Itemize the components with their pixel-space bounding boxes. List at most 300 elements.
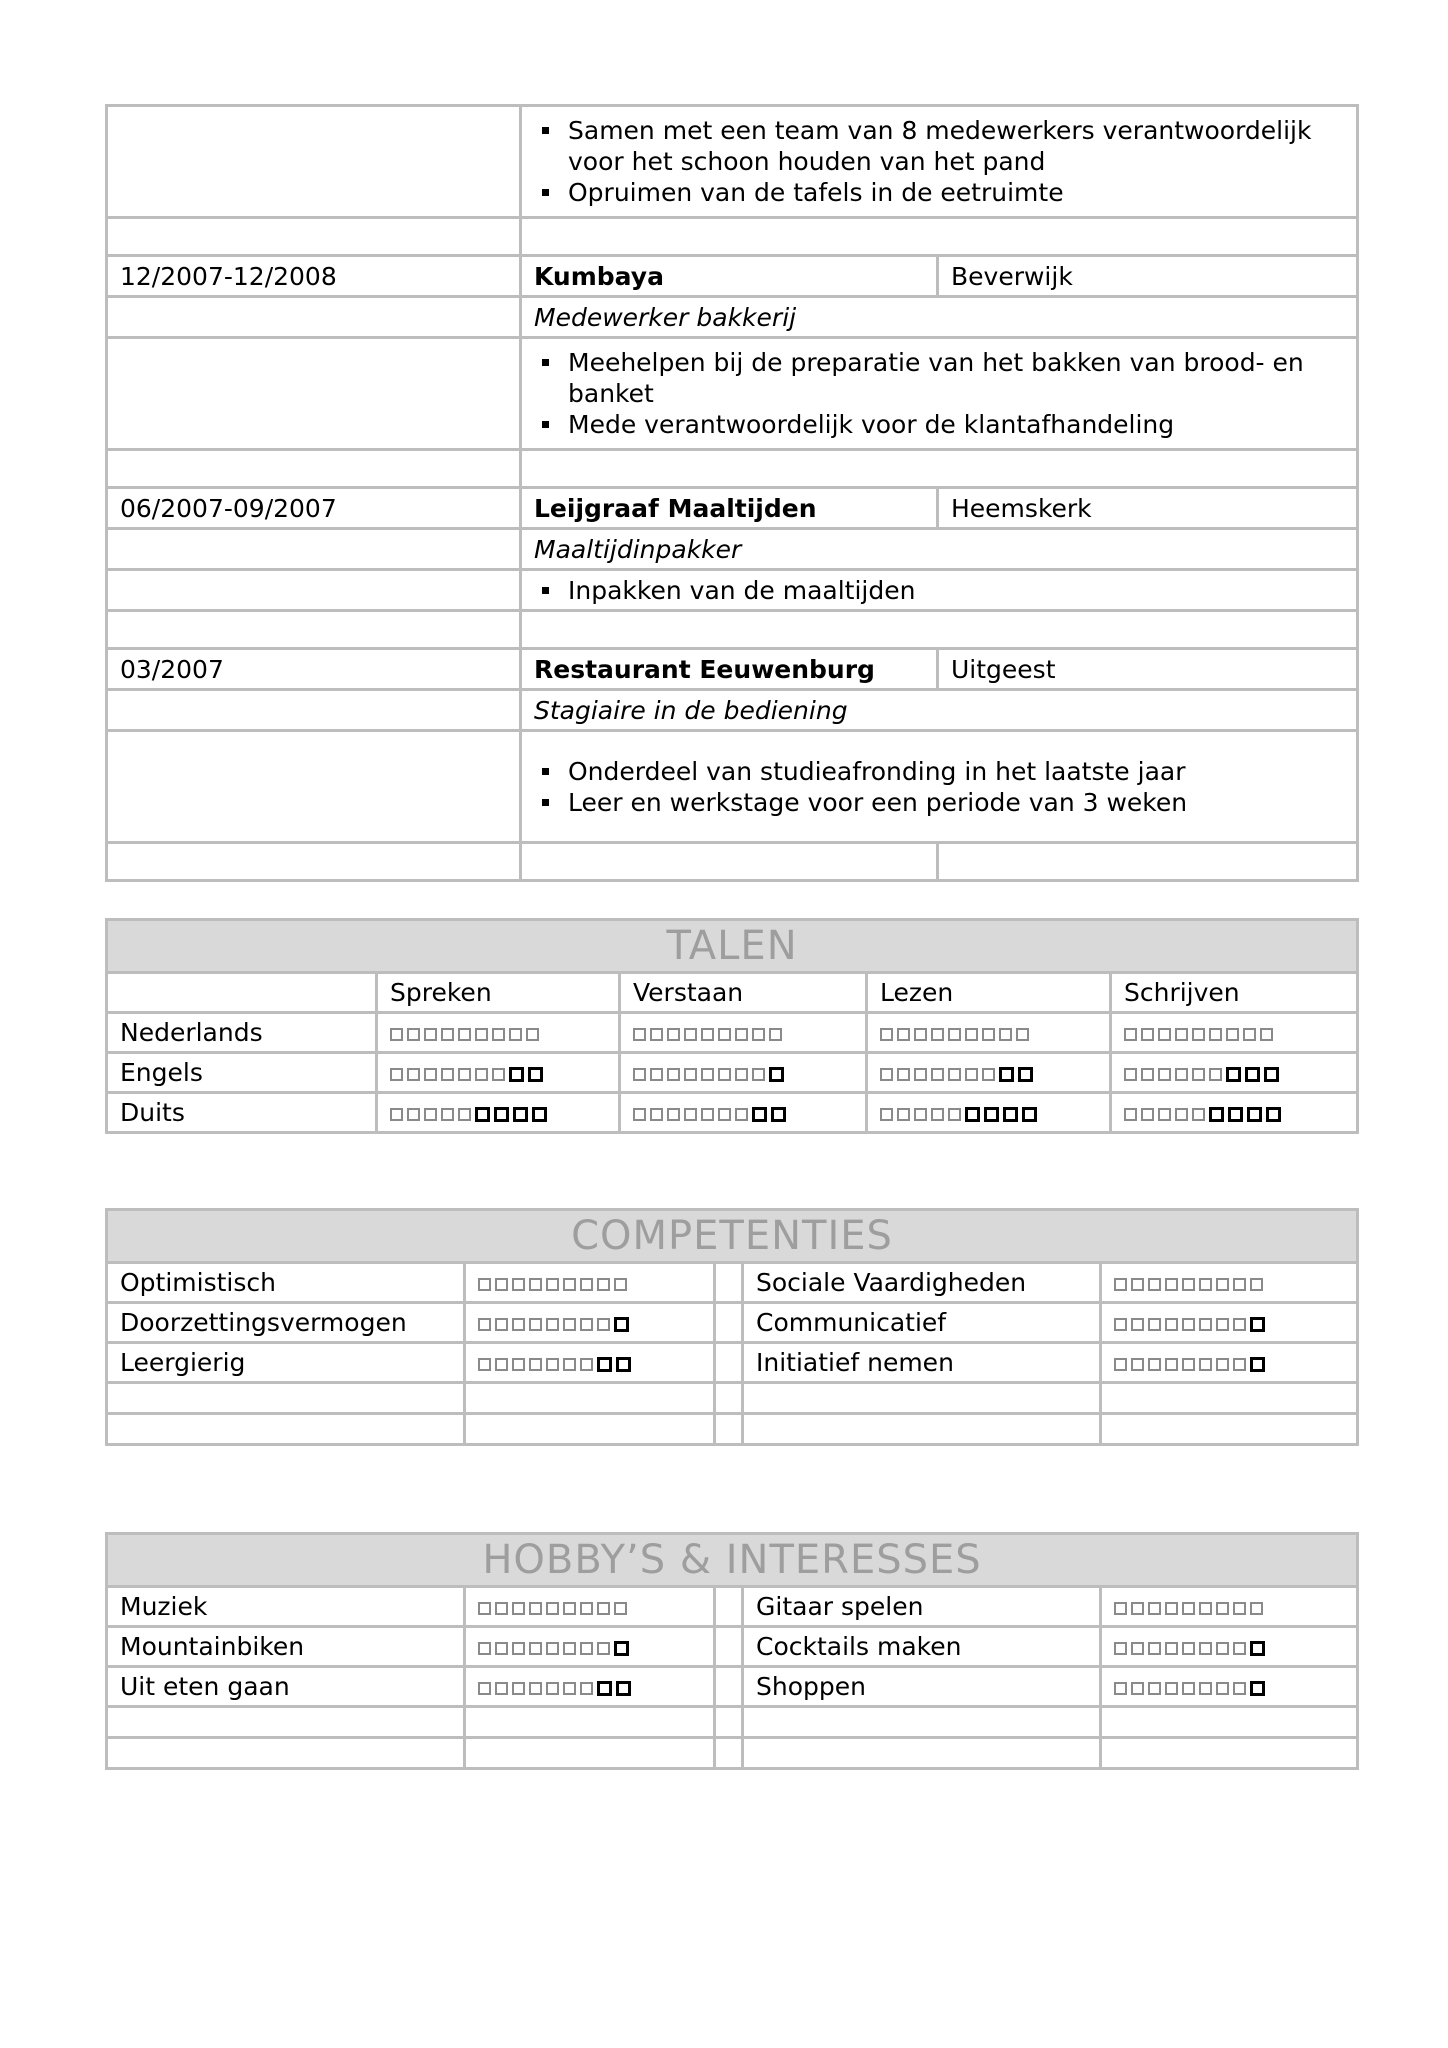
- rating-box-filled: [965, 1107, 980, 1122]
- competency-row: [107, 1263, 1358, 1303]
- rating-box-empty: [982, 1068, 995, 1081]
- rating-box-filled: [494, 1107, 509, 1122]
- empty-cell: [1101, 1707, 1358, 1738]
- empty-cell: [715, 1707, 743, 1738]
- job-period: 12/2007-12/2008: [107, 256, 521, 297]
- rating-box-empty: [495, 1278, 508, 1291]
- rating-box-empty: [1114, 1602, 1127, 1615]
- language-row: [107, 1013, 1358, 1053]
- rating-box-empty: [633, 1068, 646, 1081]
- rating-box-empty: [701, 1108, 714, 1121]
- empty-cell: [1101, 1383, 1358, 1414]
- empty-cell: [743, 1738, 1101, 1769]
- language-level: [867, 1053, 1111, 1093]
- rating-box-empty: [914, 1068, 927, 1081]
- rating-box-filled: [614, 1317, 629, 1332]
- gap-cell: [715, 1627, 743, 1667]
- item-level: [465, 1343, 715, 1383]
- rating-box-empty: [667, 1068, 680, 1081]
- rating-box-empty: [580, 1602, 593, 1615]
- hobbies-table: [105, 1532, 1359, 1770]
- job-role: Medewerker bakkerij: [521, 297, 1358, 338]
- rating-box-empty: [1141, 1028, 1154, 1041]
- rating-box-empty: [752, 1028, 765, 1041]
- rating-scale: [478, 1602, 627, 1615]
- empty-cell: [465, 1707, 715, 1738]
- job-duties: [521, 570, 1358, 611]
- rating-box-empty: [1114, 1278, 1127, 1291]
- empty-cell: [521, 450, 1358, 488]
- rating-scale: [1114, 1641, 1265, 1656]
- rating-box-filled: [1022, 1107, 1037, 1122]
- rating-box-filled: [1245, 1067, 1260, 1082]
- rating-box-empty: [458, 1028, 471, 1041]
- item-level: [465, 1263, 715, 1303]
- language-level: [620, 1013, 867, 1053]
- rating-box-empty: [1148, 1682, 1161, 1695]
- rating-box-empty: [424, 1108, 437, 1121]
- competency-row: [107, 1343, 1358, 1383]
- rating-box-empty: [1199, 1602, 1212, 1615]
- empty-cell: [743, 1414, 1101, 1445]
- empty-cell: [465, 1414, 715, 1445]
- empty-cell: [107, 843, 521, 881]
- gap-cell: [715, 1303, 743, 1343]
- duty-item: Meehelpen bij de preparatie van het bakken van brood- en banket: [568, 347, 1344, 409]
- rating-box-empty: [1192, 1108, 1205, 1121]
- languages-title: TALEN: [107, 920, 1358, 973]
- rating-box-empty: [1131, 1682, 1144, 1695]
- job-header-row: [107, 256, 1358, 297]
- rating-scale: [1114, 1317, 1265, 1332]
- rating-box-empty: [563, 1358, 576, 1371]
- rating-box-empty: [512, 1318, 525, 1331]
- rating-box-empty: [495, 1358, 508, 1371]
- empty-cell: [107, 218, 521, 256]
- col-header: Lezen: [867, 973, 1111, 1013]
- rating-box-empty: [597, 1318, 610, 1331]
- rating-box-empty: [1131, 1318, 1144, 1331]
- competency-row: [107, 1303, 1358, 1343]
- rating-box-empty: [931, 1108, 944, 1121]
- rating-box-empty: [529, 1318, 542, 1331]
- rating-box-empty: [495, 1602, 508, 1615]
- item-level: [1101, 1627, 1358, 1667]
- item-name: Gitaar spelen: [743, 1587, 1101, 1627]
- rating-box-empty: [1175, 1108, 1188, 1121]
- job-role: Maaltijdinpakker: [521, 529, 1358, 570]
- empty-cell: [107, 1707, 465, 1738]
- rating-box-filled: [616, 1681, 631, 1696]
- rating-box-filled: [771, 1107, 786, 1122]
- language-row: [107, 1053, 1358, 1093]
- item-name: Optimistisch: [107, 1263, 465, 1303]
- rating-box-empty: [1114, 1318, 1127, 1331]
- job-city: Uitgeest: [938, 649, 1358, 690]
- rating-box-filled: [475, 1107, 490, 1122]
- rating-box-empty: [580, 1278, 593, 1291]
- rating-box-empty: [948, 1108, 961, 1121]
- item-level: [1101, 1343, 1358, 1383]
- gap-cell: [715, 1343, 743, 1383]
- rating-box-empty: [982, 1028, 995, 1041]
- duty-list: [534, 756, 1344, 818]
- rating-box-empty: [752, 1068, 765, 1081]
- rating-box-filled: [1250, 1317, 1265, 1332]
- rating-box-empty: [684, 1108, 697, 1121]
- rating-box-empty: [597, 1278, 610, 1291]
- rating-box-empty: [580, 1358, 593, 1371]
- item-name: Sociale Vaardigheden: [743, 1263, 1101, 1303]
- rating-box-empty: [1114, 1358, 1127, 1371]
- item-name: Initiatief nemen: [743, 1343, 1101, 1383]
- item-name: Shoppen: [743, 1667, 1101, 1707]
- rating-box-empty: [1131, 1358, 1144, 1371]
- duty-list: [534, 347, 1344, 440]
- gap-cell: [715, 1587, 743, 1627]
- job-duties-row: [107, 106, 1358, 218]
- rating-box-empty: [495, 1642, 508, 1655]
- rating-box-empty: [1216, 1278, 1229, 1291]
- rating-box-empty: [492, 1028, 505, 1041]
- duty-item: Leer en werkstage voor een periode van 3 weken: [568, 787, 1344, 818]
- rating-box-empty: [684, 1028, 697, 1041]
- spacer-row: [107, 450, 1358, 488]
- item-level: [1101, 1587, 1358, 1627]
- rating-box-empty: [1182, 1358, 1195, 1371]
- rating-box-empty: [441, 1068, 454, 1081]
- rating-scale: [633, 1028, 782, 1041]
- rating-scale: [390, 1067, 543, 1082]
- rating-box-empty: [478, 1318, 491, 1331]
- rating-scale: [1114, 1357, 1265, 1372]
- duty-item: Mede verantwoordelijk voor de klantafhandeling: [568, 409, 1344, 440]
- rating-box-filled: [1266, 1107, 1281, 1122]
- duty-item: Opruimen van de tafels in de eetruimte: [568, 177, 1344, 208]
- rating-box-empty: [1182, 1318, 1195, 1331]
- rating-box-empty: [897, 1068, 910, 1081]
- job-header-row: [107, 649, 1358, 690]
- rating-box-empty: [1182, 1602, 1195, 1615]
- rating-box-empty: [614, 1278, 627, 1291]
- job-duties: [521, 338, 1358, 450]
- rating-box-empty: [1260, 1028, 1273, 1041]
- rating-box-empty: [478, 1358, 491, 1371]
- rating-box-empty: [424, 1028, 437, 1041]
- spacer-row: [107, 218, 1358, 256]
- rating-box-empty: [897, 1108, 910, 1121]
- col-header: Schrijven: [1111, 973, 1358, 1013]
- language-name: Nederlands: [107, 1013, 377, 1053]
- rating-box-empty: [1165, 1682, 1178, 1695]
- empty-cell: [107, 529, 521, 570]
- language-level: [867, 1093, 1111, 1133]
- rating-box-empty: [1216, 1318, 1229, 1331]
- rating-box-empty: [512, 1642, 525, 1655]
- rating-box-empty: [1233, 1602, 1246, 1615]
- empty-cell: [107, 570, 521, 611]
- rating-box-empty: [529, 1642, 542, 1655]
- rating-box-empty: [735, 1028, 748, 1041]
- rating-box-empty: [1148, 1602, 1161, 1615]
- rating-box-empty: [880, 1068, 893, 1081]
- hobbies-title: HOBBY’S & INTERESSES: [107, 1534, 1358, 1587]
- hobby-row: [107, 1667, 1358, 1707]
- rating-box-empty: [614, 1602, 627, 1615]
- rating-box-empty: [667, 1108, 680, 1121]
- rating-box-empty: [1165, 1602, 1178, 1615]
- empty-cell: [715, 1383, 743, 1414]
- rating-box-empty: [1148, 1278, 1161, 1291]
- rating-box-empty: [999, 1028, 1012, 1041]
- rating-box-empty: [580, 1682, 593, 1695]
- rating-box-empty: [424, 1068, 437, 1081]
- rating-scale: [478, 1681, 631, 1696]
- rating-box-empty: [1192, 1028, 1205, 1041]
- rating-box-empty: [1199, 1318, 1212, 1331]
- rating-box-filled: [513, 1107, 528, 1122]
- rating-box-filled: [1247, 1107, 1262, 1122]
- rating-box-empty: [1016, 1028, 1029, 1041]
- rating-box-empty: [390, 1108, 403, 1121]
- rating-box-empty: [1199, 1642, 1212, 1655]
- rating-box-empty: [718, 1108, 731, 1121]
- rating-scale: [880, 1028, 1029, 1041]
- rating-box-empty: [1216, 1602, 1229, 1615]
- rating-box-filled: [532, 1107, 547, 1122]
- item-level: [1101, 1667, 1358, 1707]
- duty-item: Inpakken van de maaltijden: [568, 575, 1344, 606]
- job-company: Kumbaya: [521, 256, 938, 297]
- rating-box-empty: [1141, 1068, 1154, 1081]
- item-name: Uit eten gaan: [107, 1667, 465, 1707]
- empty-cell: [107, 690, 521, 731]
- rating-scale: [633, 1067, 784, 1082]
- rating-box-empty: [458, 1108, 471, 1121]
- rating-box-empty: [546, 1358, 559, 1371]
- rating-box-empty: [1233, 1318, 1246, 1331]
- rating-box-empty: [1182, 1642, 1195, 1655]
- job-duties-row: [107, 731, 1358, 843]
- rating-box-filled: [1018, 1067, 1033, 1082]
- item-name: Cocktails maken: [743, 1627, 1101, 1667]
- rating-box-empty: [735, 1108, 748, 1121]
- item-level: [465, 1303, 715, 1343]
- rating-box-empty: [529, 1358, 542, 1371]
- rating-box-empty: [546, 1602, 559, 1615]
- rating-box-empty: [1199, 1358, 1212, 1371]
- job-duties-row: [107, 570, 1358, 611]
- rating-box-empty: [948, 1028, 961, 1041]
- empty-cell: [743, 1707, 1101, 1738]
- language-name: Duits: [107, 1093, 377, 1133]
- empty-cell: [107, 731, 521, 843]
- empty-cell: [521, 218, 1358, 256]
- rating-box-empty: [478, 1602, 491, 1615]
- rating-box-empty: [529, 1602, 542, 1615]
- language-row: [107, 1093, 1358, 1133]
- job-role: Stagiaire in de bediening: [521, 690, 1358, 731]
- rating-box-empty: [1114, 1682, 1127, 1695]
- rating-scale: [1124, 1028, 1273, 1041]
- empty-cell: [521, 843, 938, 881]
- rating-box-empty: [1175, 1068, 1188, 1081]
- rating-box-empty: [684, 1068, 697, 1081]
- rating-box-empty: [1216, 1358, 1229, 1371]
- rating-box-empty: [478, 1642, 491, 1655]
- hobby-row: [107, 1627, 1358, 1667]
- rating-box-empty: [563, 1602, 576, 1615]
- rating-box-empty: [735, 1068, 748, 1081]
- rating-box-empty: [1124, 1028, 1137, 1041]
- rating-box-empty: [1233, 1278, 1246, 1291]
- job-company: Restaurant Eeuwenburg: [521, 649, 938, 690]
- rating-box-empty: [563, 1278, 576, 1291]
- rating-box-empty: [580, 1642, 593, 1655]
- empty-cell: [107, 1383, 465, 1414]
- rating-scale: [633, 1107, 786, 1122]
- item-level: [465, 1587, 715, 1627]
- rating-box-empty: [597, 1642, 610, 1655]
- competencies-title: COMPETENTIES: [107, 1210, 1358, 1263]
- rating-box-filled: [528, 1067, 543, 1082]
- empty-row: [107, 1414, 1358, 1445]
- rating-scale: [478, 1641, 629, 1656]
- rating-box-empty: [1199, 1278, 1212, 1291]
- rating-box-empty: [546, 1278, 559, 1291]
- empty-cell: [521, 611, 1358, 649]
- job-city: Heemskerk: [938, 488, 1358, 529]
- job-role-row: [107, 529, 1358, 570]
- duty-item: Onderdeel van studieafronding in het laatste jaar: [568, 756, 1344, 787]
- rating-box-empty: [546, 1318, 559, 1331]
- rating-box-filled: [597, 1357, 612, 1372]
- rating-box-filled: [1226, 1067, 1241, 1082]
- col-header: Verstaan: [620, 973, 867, 1013]
- rating-box-empty: [492, 1068, 505, 1081]
- rating-box-empty: [1148, 1318, 1161, 1331]
- rating-box-empty: [495, 1682, 508, 1695]
- rating-scale: [478, 1357, 631, 1372]
- rating-box-empty: [1165, 1278, 1178, 1291]
- spacer-row: [107, 611, 1358, 649]
- language-level: [377, 1013, 620, 1053]
- empty-cell: [107, 450, 521, 488]
- job-period: 03/2007: [107, 649, 521, 690]
- rating-box-empty: [1233, 1642, 1246, 1655]
- item-level: [465, 1667, 715, 1707]
- rating-box-empty: [1182, 1278, 1195, 1291]
- rating-scale: [390, 1107, 547, 1122]
- empty-cell: [107, 297, 521, 338]
- rating-scale: [478, 1278, 627, 1291]
- rating-scale: [390, 1028, 539, 1041]
- rating-box-empty: [563, 1642, 576, 1655]
- rating-box-filled: [616, 1357, 631, 1372]
- job-role-row: [107, 690, 1358, 731]
- rating-box-empty: [1233, 1682, 1246, 1695]
- rating-box-empty: [529, 1278, 542, 1291]
- rating-box-filled: [597, 1681, 612, 1696]
- rating-box-empty: [478, 1682, 491, 1695]
- rating-box-empty: [880, 1028, 893, 1041]
- job-duties: [521, 731, 1358, 843]
- empty-row: [107, 1383, 1358, 1414]
- language-level: [377, 1053, 620, 1093]
- item-level: [465, 1627, 715, 1667]
- rating-box-empty: [1158, 1028, 1171, 1041]
- job-company: Leijgraaf Maaltijden: [521, 488, 938, 529]
- rating-scale: [1124, 1067, 1279, 1082]
- job-duties: [521, 106, 1358, 218]
- rating-box-empty: [1158, 1108, 1171, 1121]
- empty-row: [107, 1738, 1358, 1769]
- rating-box-filled: [1264, 1067, 1279, 1082]
- rating-box-empty: [965, 1068, 978, 1081]
- duty-item: Samen met een team van 8 medewerkers verantwoordelijk voor het schoon houden van het pand: [568, 115, 1344, 177]
- rating-box-empty: [1131, 1602, 1144, 1615]
- language-level: [1111, 1093, 1358, 1133]
- item-name: Mountainbiken: [107, 1627, 465, 1667]
- spacer-row: [107, 843, 1358, 881]
- rating-box-empty: [633, 1108, 646, 1121]
- rating-box-empty: [701, 1028, 714, 1041]
- rating-box-empty: [563, 1682, 576, 1695]
- rating-box-empty: [914, 1028, 927, 1041]
- empty-cell: [1101, 1414, 1358, 1445]
- rating-box-empty: [1124, 1068, 1137, 1081]
- rating-box-empty: [1124, 1108, 1137, 1121]
- duty-list: [534, 115, 1344, 208]
- rating-box-empty: [512, 1278, 525, 1291]
- rating-box-filled: [1250, 1357, 1265, 1372]
- rating-box-empty: [546, 1682, 559, 1695]
- rating-box-filled: [769, 1067, 784, 1082]
- rating-box-empty: [1216, 1642, 1229, 1655]
- rating-box-empty: [718, 1068, 731, 1081]
- gap-cell: [715, 1667, 743, 1707]
- rating-scale: [880, 1067, 1033, 1082]
- rating-box-empty: [529, 1682, 542, 1695]
- rating-box-filled: [1209, 1107, 1224, 1122]
- empty-cell: [743, 1383, 1101, 1414]
- competencies-table: [105, 1208, 1359, 1446]
- empty-cell: [1101, 1738, 1358, 1769]
- empty-cell: [107, 338, 521, 450]
- rating-box-empty: [1216, 1682, 1229, 1695]
- rating-scale: [1124, 1107, 1281, 1122]
- rating-box-empty: [931, 1068, 944, 1081]
- rating-box-empty: [1148, 1642, 1161, 1655]
- rating-box-empty: [509, 1028, 522, 1041]
- item-name: Muziek: [107, 1587, 465, 1627]
- rating-box-empty: [769, 1028, 782, 1041]
- rating-scale: [1114, 1602, 1263, 1615]
- rating-box-filled: [1228, 1107, 1243, 1122]
- empty-cell: [107, 106, 521, 218]
- languages-corner: [107, 973, 377, 1013]
- rating-scale: [478, 1317, 629, 1332]
- rating-box-empty: [650, 1028, 663, 1041]
- hobby-row: [107, 1587, 1358, 1627]
- rating-box-empty: [880, 1108, 893, 1121]
- empty-cell: [465, 1738, 715, 1769]
- rating-box-filled: [614, 1641, 629, 1656]
- rating-box-empty: [650, 1068, 663, 1081]
- rating-box-empty: [1141, 1108, 1154, 1121]
- rating-scale: [880, 1107, 1037, 1122]
- rating-box-empty: [1165, 1318, 1178, 1331]
